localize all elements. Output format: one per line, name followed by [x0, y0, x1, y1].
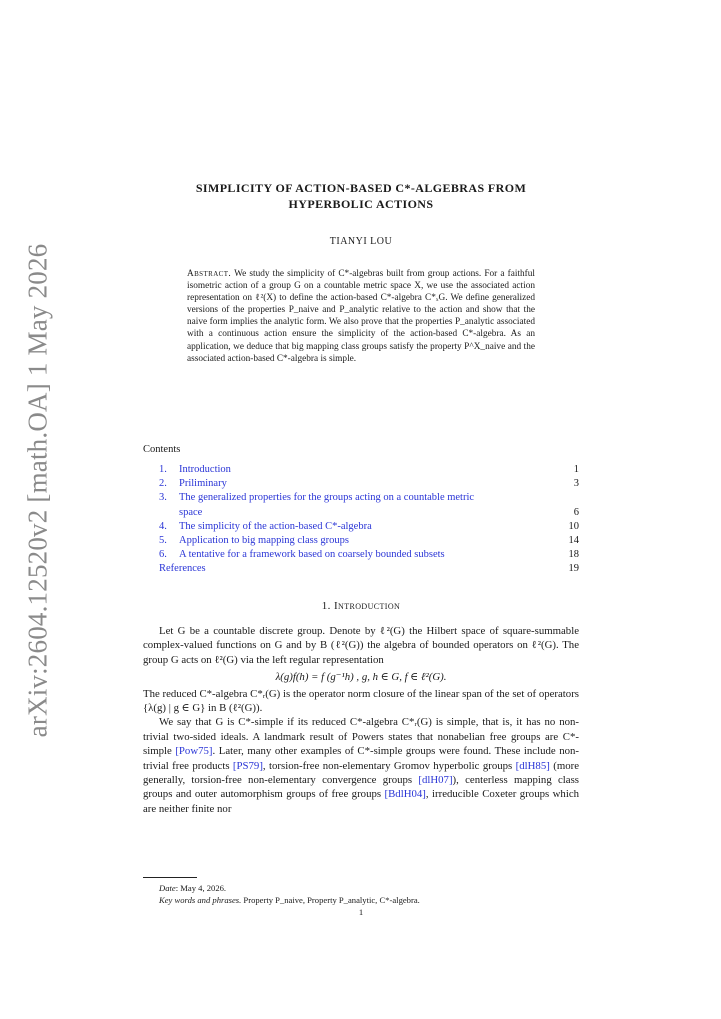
toc-page: 3	[573, 478, 579, 490]
footnote-value: Property P_naive, Property P_analytic, C*-algebra.	[241, 895, 420, 905]
toc-title[interactable]: Application to big mapping class groups	[179, 535, 350, 547]
toc-num: 3.	[159, 492, 167, 504]
abstract	[187, 268, 535, 365]
toc-item-continuation[interactable]	[159, 506, 579, 520]
footnote-rule	[143, 877, 197, 878]
title-line-2: HYPERBOLIC ACTIONS	[288, 197, 434, 211]
citation-link[interactable]: [dlH07]	[418, 774, 453, 787]
toc-num: 4.	[159, 520, 167, 532]
toc-title[interactable]: A tentative for a framework based on coarsely bounded subsets	[179, 549, 445, 561]
section-heading	[143, 600, 579, 612]
abstract-heading: Abstract.	[187, 269, 232, 279]
toc-num: 2.	[159, 478, 167, 490]
author: TIANYI LOU	[329, 236, 393, 247]
toc-title[interactable]: Priliminary	[179, 478, 227, 490]
title-line-1: SIMPLICITY OF ACTION-BASED C*-ALGEBRAS FROM	[195, 181, 527, 195]
toc-item[interactable]	[159, 477, 579, 491]
toc-item[interactable]	[159, 491, 579, 505]
table-of-contents	[159, 463, 579, 577]
paragraph: We say that G is C*-simple if its reduced C*-algebra C*ᵣ(G) is simple, that is, it has no non-trivial two-sided ideals. A landmark result of Powers states that nonabelian free groups are C*-simple [Pow75]. Later, many other examples of C*-simple groups were found. These include non-trivial free products [PS79], torsion-free non-elementary Gromov hyperbolic groups [dlH85] (more generally, torsion-free non-elementary convergence groups [dlH07]), centerless mapping class groups and outer automorphism groups of free groups [BdlH04], irreducible Coxeter groups which are neither finite nor	[143, 716, 580, 815]
toc-title[interactable]: The simplicity of the action-based C*-algebra	[179, 520, 372, 532]
toc-num: 5.	[159, 535, 167, 547]
section-number: 1.	[321, 600, 331, 612]
toc-item[interactable]	[159, 520, 579, 534]
citation-link[interactable]: [PS79]	[232, 759, 263, 772]
citation-link[interactable]: [BdlH04]	[384, 788, 426, 801]
toc-page: 19	[568, 563, 579, 575]
footnote-date	[159, 883, 579, 894]
footnote-label: Date	[159, 883, 176, 893]
contents-heading: Contents	[143, 444, 181, 455]
toc-page: 14	[568, 535, 579, 547]
toc-item[interactable]	[159, 463, 579, 477]
toc-title-cont[interactable]: space	[179, 506, 203, 518]
arxiv-stamp-text: arXiv:2604.12520v2 [math.OA] 1 May 2026	[22, 243, 53, 737]
citation-link[interactable]: [Pow75]	[175, 745, 213, 758]
paragraph: The reduced C*-algebra C*ᵣ(G) is the operator norm closure of the linear span of the set of operators {λ(g) | g ∈ G} in B (ℓ²(G)).	[143, 687, 579, 715]
arxiv-stamp	[14, 243, 62, 737]
toc-item[interactable]	[159, 548, 579, 562]
toc-title[interactable]: Introduction	[179, 464, 231, 475]
abstract-text: We study the simplicity of C*-algebras built from group actions. For a faithful isometric action of a group G on a countable metric space X, we use the associated action representation on ℓ²(X) to define the action-based C*-algebra C*ₓG. We define generalized versions of the properties P_naive and P_analytic relative to the action and show that the naive form implies the analytic form. We also prove that the properties P_analytic associated with a continuous action ensure the simplicity of the action-based C*-algebra. As an application, we deduce that big mapping class groups satisfy the property P^X_naive and the associated action-based C*-algebra is simple.	[187, 269, 536, 364]
toc-num: 1.	[159, 464, 167, 475]
toc-item-references[interactable]	[159, 562, 579, 576]
footnote-label: Key words and phrases.	[159, 895, 242, 905]
toc-page: 6	[573, 506, 579, 518]
toc-page: 18	[568, 549, 579, 561]
toc-page: 1	[573, 464, 579, 475]
footnote-keywords	[159, 895, 579, 906]
paper-title	[143, 180, 579, 212]
toc-title[interactable]: The generalized properties for the groups acting on a countable metric	[179, 492, 475, 504]
page-number: 1	[358, 907, 364, 917]
citation-link[interactable]: [dlH85]	[515, 759, 550, 772]
toc-title[interactable]: References	[159, 563, 206, 575]
toc-item[interactable]	[159, 534, 579, 548]
footnote-value: : May 4, 2026.	[175, 883, 227, 893]
section-title: Introduction	[333, 600, 401, 612]
toc-page: 10	[568, 520, 579, 532]
equation: λ(g)f(h) = f (g⁻¹h) , g, h ∈ G, f ∈ ℓ²(G).	[275, 671, 447, 684]
body-text	[143, 624, 579, 816]
toc-num: 6.	[159, 549, 167, 561]
paragraph: Let G be a countable discrete group. Denote by ℓ²(G) the Hilbert space of square-summable complex-valued functions on G and by B (ℓ²(G)) the algebra of bounded operators on ℓ²(G). The group G acts on ℓ²(G) via the left regular representation	[143, 625, 579, 666]
